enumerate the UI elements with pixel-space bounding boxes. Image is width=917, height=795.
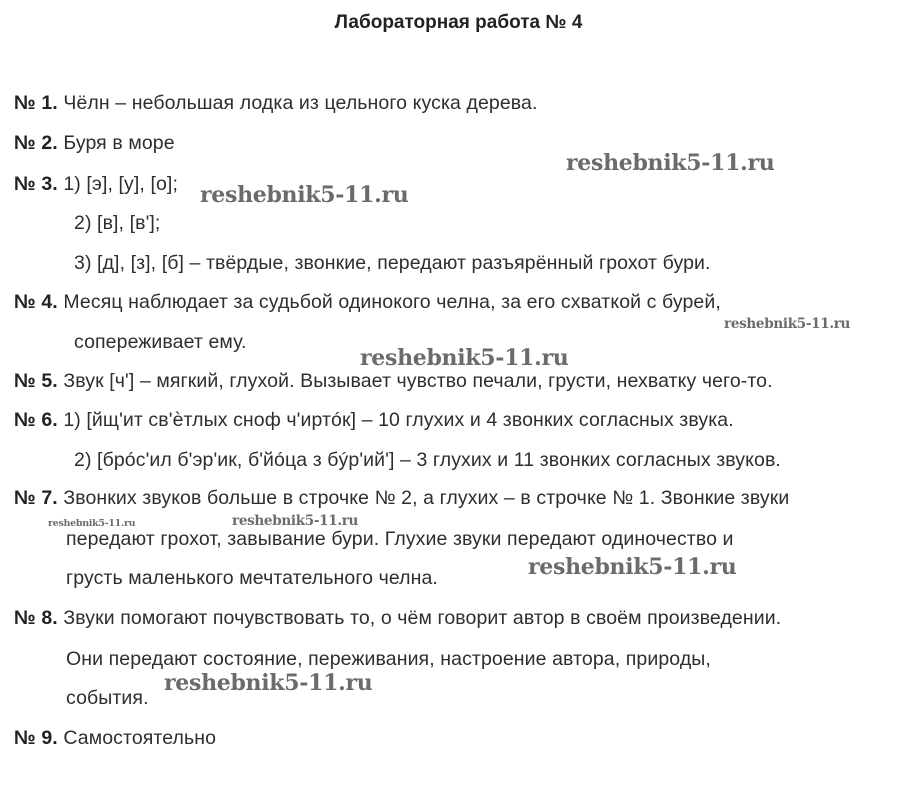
answer-text: 2) [брóс'ил б'эр'ик, б'йóца з бýр'ий'] – 3 глухих и 11 звонких согласных звуков. <box>74 449 781 471</box>
watermark: reshebnik5-11.ru <box>566 150 775 176</box>
answer-6 <box>14 409 734 432</box>
answer-text: сопереживает ему. <box>74 331 247 353</box>
answer-text: 1) [йщ'ит св'ѐтлых сноф ч'иртóк] – 10 глухих и 4 звонких согласных звука. <box>63 409 734 431</box>
answer-number: № 4. <box>14 291 58 313</box>
answer-1 <box>14 92 538 115</box>
answer-text: Звук [ч'] – мягкий, глухой. Вызывает чувство печали, грусти, нехватку чего-то. <box>63 370 773 392</box>
answer-7-line-3 <box>66 567 438 590</box>
answer-number: № 9. <box>14 727 58 749</box>
answer-9 <box>14 727 216 750</box>
answer-8-line-3 <box>66 687 149 710</box>
page-title: Лабораторная работа № 4 <box>334 12 583 33</box>
answer-8-line-2 <box>66 648 711 671</box>
answer-5 <box>14 370 773 393</box>
answer-text: 2) [в], [в']; <box>74 212 161 234</box>
answer-text: события. <box>66 687 149 709</box>
answer-number: № 8. <box>14 607 58 629</box>
answer-number: № 7. <box>14 487 58 509</box>
answer-2 <box>14 132 175 155</box>
watermark: reshebnik5-11.ru <box>360 345 569 371</box>
watermark: reshebnik5-11.ru <box>232 513 359 529</box>
answer-number: № 3. <box>14 173 58 195</box>
answer-3-line-2 <box>74 212 160 235</box>
watermark: reshebnik5-11.ru <box>200 182 409 208</box>
answer-6-line-2 <box>74 449 781 472</box>
answer-text: 3) [д], [з], [б] – твёрдые, звонкие, передают разъярённый грохот бури. <box>74 252 711 274</box>
answer-7-line-2 <box>66 528 734 551</box>
answer-text: Месяц наблюдает за судьбой одинокого челна, за его схваткой с бурей, <box>63 291 721 313</box>
answer-number: № 1. <box>14 92 58 114</box>
answer-text: передают грохот, завывание бури. Глухие звуки передают одиночество и <box>66 528 734 550</box>
watermark: reshebnik5-11.ru <box>724 316 851 332</box>
answer-text: 1) [э], [у], [о]; <box>63 173 178 195</box>
answer-text: Они передают состояние, переживания, настроение автора, природы, <box>66 648 711 670</box>
answer-text: грусть маленького мечтательного челна. <box>66 567 438 589</box>
watermark: reshebnik5-11.ru <box>48 518 136 529</box>
answer-number: № 5. <box>14 370 58 392</box>
answer-number: № 2. <box>14 132 58 154</box>
answer-text: Самостоятельно <box>63 727 217 749</box>
answer-3 <box>14 173 178 196</box>
answer-number: № 6. <box>14 409 58 431</box>
answer-text: Буря в море <box>63 132 175 154</box>
watermark: reshebnik5-11.ru <box>528 554 737 580</box>
answer-text: Чёлн – небольшая лодка из цельного куска дерева. <box>63 92 538 114</box>
answer-3-line-3 <box>74 252 711 275</box>
answer-text: Звуки помогают почувствовать то, о чём говорит автор в своём произведении. <box>63 607 782 629</box>
watermark: reshebnik5-11.ru <box>164 670 373 696</box>
answer-text: Звонких звуков больше в строчке № 2, а глухих – в строчке № 1. Звонкие звуки <box>63 487 790 509</box>
answer-8 <box>14 607 781 630</box>
answer-7 <box>14 487 789 510</box>
answer-4-line-2 <box>74 331 247 354</box>
answer-4 <box>14 291 721 314</box>
